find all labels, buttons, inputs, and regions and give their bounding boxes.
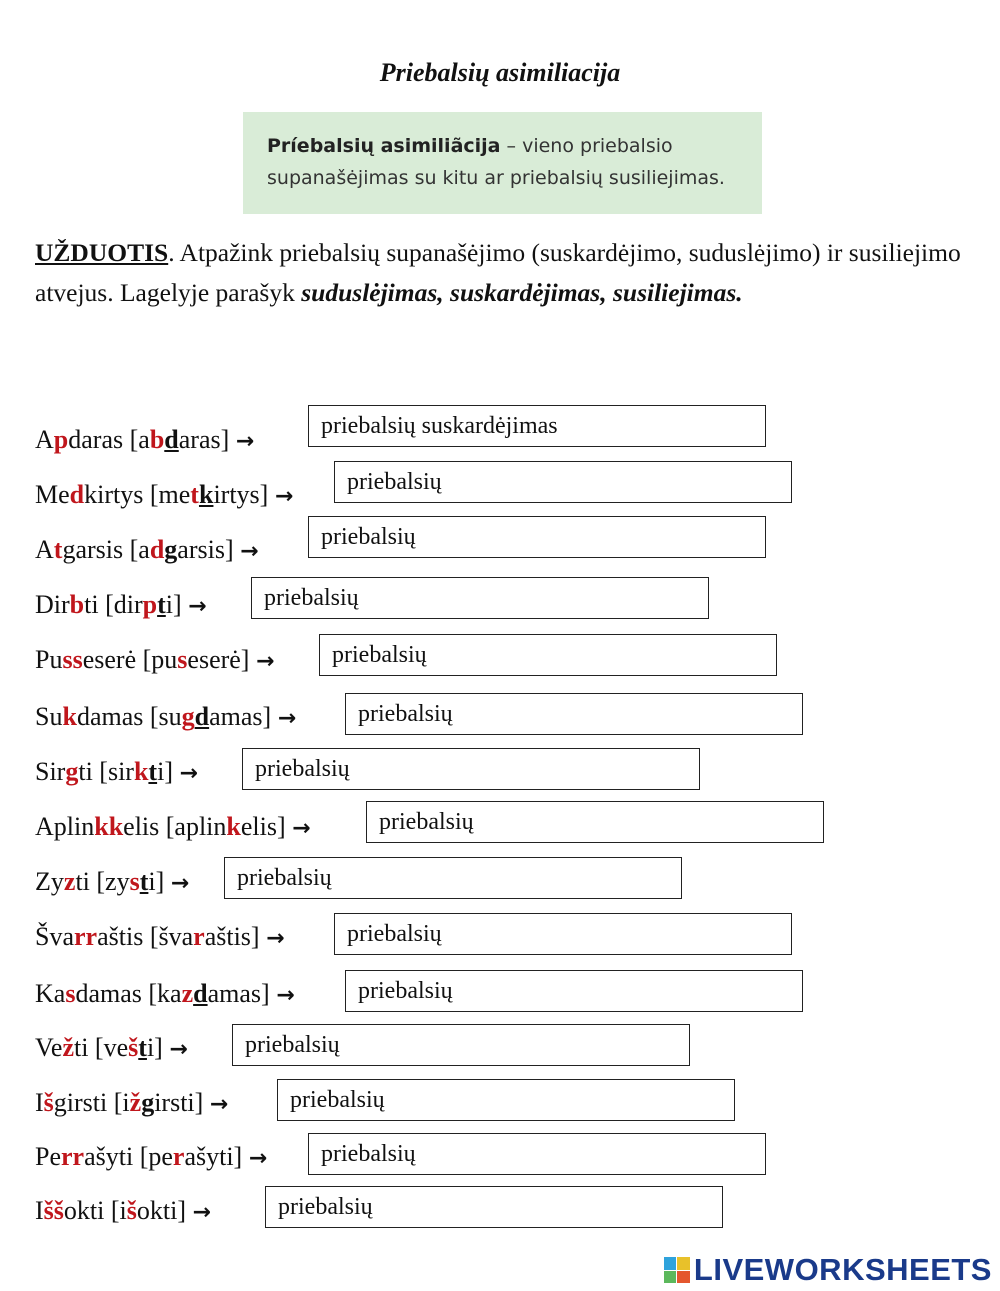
word-text: elis [aplin: [123, 812, 227, 841]
highlighted-letter: g: [181, 702, 195, 731]
exercise-word: [35, 1142, 267, 1174]
word-text: Ve: [35, 1033, 63, 1062]
word-text: Su: [35, 702, 63, 731]
highlighted-letter: t: [148, 757, 158, 786]
word-text: Sir: [35, 757, 66, 786]
word-text: irsti]: [154, 1088, 210, 1117]
exercise-word: [35, 812, 311, 844]
highlighted-letter: d: [69, 480, 85, 509]
word-text: i]: [146, 1033, 170, 1062]
exercise-word: [35, 702, 296, 734]
task-instructions: [35, 233, 975, 313]
arrow-icon: →: [248, 1146, 268, 1171]
word-text: i]: [148, 867, 171, 896]
answer-input[interactable]: [277, 1079, 735, 1121]
word-text: irtys]: [213, 480, 275, 509]
arrow-icon: →: [266, 926, 285, 951]
word-text: Ka: [35, 979, 66, 1008]
highlighted-letter: s: [177, 645, 188, 674]
word-text: aštis [šva: [97, 922, 194, 951]
word-text: Dir: [35, 590, 70, 619]
arrow-icon: →: [292, 816, 311, 841]
answer-input[interactable]: [319, 634, 777, 676]
word-text: I: [35, 1088, 44, 1117]
highlighted-letter: g: [141, 1088, 155, 1117]
task-emphasis: suduslėjimas, suskardėjimas, susiliejimas.: [301, 278, 743, 307]
arrow-icon: →: [169, 1037, 188, 1062]
arrow-icon: →: [170, 871, 190, 896]
highlighted-letter: b: [69, 590, 85, 619]
word-text: aras]: [178, 425, 236, 454]
answer-input[interactable]: [251, 577, 709, 619]
highlighted-letter: t: [139, 867, 149, 896]
word-text: okti [i: [63, 1196, 127, 1225]
word-text: kirtys [me: [84, 480, 191, 509]
definition-box: [243, 112, 762, 214]
word-text: daras [: [68, 425, 139, 454]
highlighted-letter: š: [128, 1033, 139, 1062]
answer-input[interactable]: [224, 857, 682, 899]
word-text: ti [dir: [84, 590, 143, 619]
word-text: amas]: [209, 702, 278, 731]
word-text: eserė [pu: [82, 645, 178, 674]
liveworksheets-logo-icon: [664, 1257, 690, 1283]
logo-square: [664, 1271, 677, 1284]
highlighted-letter: p: [142, 590, 158, 619]
highlighted-letter: k: [198, 480, 214, 509]
highlighted-letter: ss: [62, 645, 83, 674]
definition-term: Príebalsių asimiliãcija: [267, 135, 501, 157]
exercise-word: [35, 425, 254, 457]
word-text: Pu: [35, 645, 63, 674]
word-text: I: [35, 1196, 44, 1225]
highlighted-letter: rr: [74, 922, 98, 951]
arrow-icon: →: [235, 429, 255, 454]
answer-input[interactable]: [345, 970, 803, 1012]
word-text: arsis]: [177, 535, 241, 564]
word-text: okti]: [136, 1196, 193, 1225]
exercise-word: [35, 1033, 188, 1065]
word-text: a: [138, 425, 150, 454]
arrow-icon: →: [277, 706, 297, 731]
definition-text: – vieno priebalsio supanašėjimas su kitu ar priebalsių susiliejimas.: [267, 135, 725, 189]
exercise-word: [35, 480, 293, 512]
highlighted-letter: k: [62, 702, 77, 731]
task-text: . Atpažink priebalsių supanašėjimo (suskardėjimo, suduslėjimo) ir susiliejimo atvejus. Lagelyje parašyk: [35, 238, 961, 307]
word-text: Me: [35, 480, 70, 509]
word-text: ašyti [pe: [84, 1142, 173, 1171]
word-text: amas]: [207, 979, 277, 1008]
word-text: elis]: [240, 812, 293, 841]
word-text: Pe: [35, 1142, 61, 1171]
word-text: ti [ve: [73, 1033, 129, 1062]
highlighted-letter: d: [193, 979, 208, 1008]
word-text: ašyti]: [184, 1142, 249, 1171]
word-text: girsti [i: [53, 1088, 130, 1117]
highlighted-letter: z: [63, 867, 76, 896]
answer-input[interactable]: [232, 1024, 690, 1066]
arrow-icon: →: [192, 1200, 211, 1225]
answer-input[interactable]: [242, 748, 700, 790]
word-text: garsis [a: [62, 535, 150, 564]
word-text: Šva: [35, 922, 74, 951]
arrow-icon: →: [179, 761, 198, 786]
arrow-icon: →: [188, 594, 207, 619]
word-text: aštis]: [204, 922, 267, 951]
highlighted-letter: š: [126, 1196, 137, 1225]
highlighted-letter: g: [164, 535, 178, 564]
arrow-icon: →: [209, 1092, 229, 1117]
highlighted-letter: r: [193, 922, 205, 951]
highlighted-letter: s: [129, 867, 140, 896]
highlighted-letter: d: [164, 425, 179, 454]
page-title: Priebalsių asimiliacija: [379, 58, 621, 87]
exercise-word: [35, 645, 274, 677]
highlighted-letter: g: [65, 757, 79, 786]
logo-square: [677, 1257, 690, 1270]
arrow-icon: →: [276, 983, 295, 1008]
highlighted-letter: z: [181, 979, 194, 1008]
word-text: i]: [165, 590, 189, 619]
exercise-word: [35, 757, 198, 789]
highlighted-letter: k: [226, 812, 241, 841]
highlighted-letter: t: [138, 1033, 147, 1062]
word-text: Aplin: [35, 812, 95, 841]
highlighted-letter: d: [149, 535, 165, 564]
highlighted-letter: t: [53, 535, 63, 564]
word-text: Zy: [35, 867, 64, 896]
word-text: A: [35, 535, 54, 564]
answer-input[interactable]: [308, 1133, 766, 1175]
answer-input[interactable]: [265, 1186, 723, 1228]
exercise-word: [35, 867, 189, 899]
highlighted-letter: t: [157, 590, 166, 619]
highlighted-letter: s: [65, 979, 76, 1008]
highlighted-letter: kk: [94, 812, 124, 841]
arrow-icon: →: [255, 649, 275, 674]
highlighted-letter: d: [194, 702, 210, 731]
exercise-word: [35, 1088, 228, 1120]
highlighted-letter: k: [133, 757, 149, 786]
word-text: i]: [157, 757, 180, 786]
highlighted-letter: ž: [129, 1088, 142, 1117]
arrow-icon: →: [274, 484, 294, 509]
exercise-word: [35, 922, 285, 954]
answer-input[interactable]: [334, 461, 792, 503]
answer-input[interactable]: [366, 801, 824, 843]
word-text: ti [sir: [78, 757, 134, 786]
highlighted-letter: šš: [43, 1196, 64, 1225]
arrow-icon: →: [240, 539, 259, 564]
word-text: A: [35, 425, 54, 454]
exercise-word: [35, 1196, 211, 1228]
logo-square: [664, 1257, 677, 1270]
word-text: damas [ka: [75, 979, 182, 1008]
exercise-word: [35, 979, 295, 1011]
liveworksheets-logo: [664, 1252, 992, 1288]
highlighted-letter: p: [53, 425, 69, 454]
answer-input[interactable]: [308, 516, 766, 558]
task-label: UŽDUOTIS: [35, 238, 169, 267]
word-text: ti [zy: [75, 867, 130, 896]
highlighted-letter: rr: [61, 1142, 85, 1171]
exercise-word: [35, 590, 207, 622]
exercise-word: [35, 535, 259, 567]
logo-square: [677, 1271, 690, 1284]
highlighted-letter: b: [149, 425, 165, 454]
highlighted-letter: t: [190, 480, 199, 509]
answer-input[interactable]: [334, 913, 792, 955]
highlighted-letter: ž: [62, 1033, 74, 1062]
highlighted-letter: š: [43, 1088, 54, 1117]
answer-input[interactable]: [308, 405, 766, 447]
word-text: eserė]: [187, 645, 256, 674]
word-text: damas [su: [76, 702, 182, 731]
logo-text: LIVEWORKSHEETS: [693, 1252, 992, 1287]
answer-input[interactable]: [345, 693, 803, 735]
highlighted-letter: r: [172, 1142, 185, 1171]
